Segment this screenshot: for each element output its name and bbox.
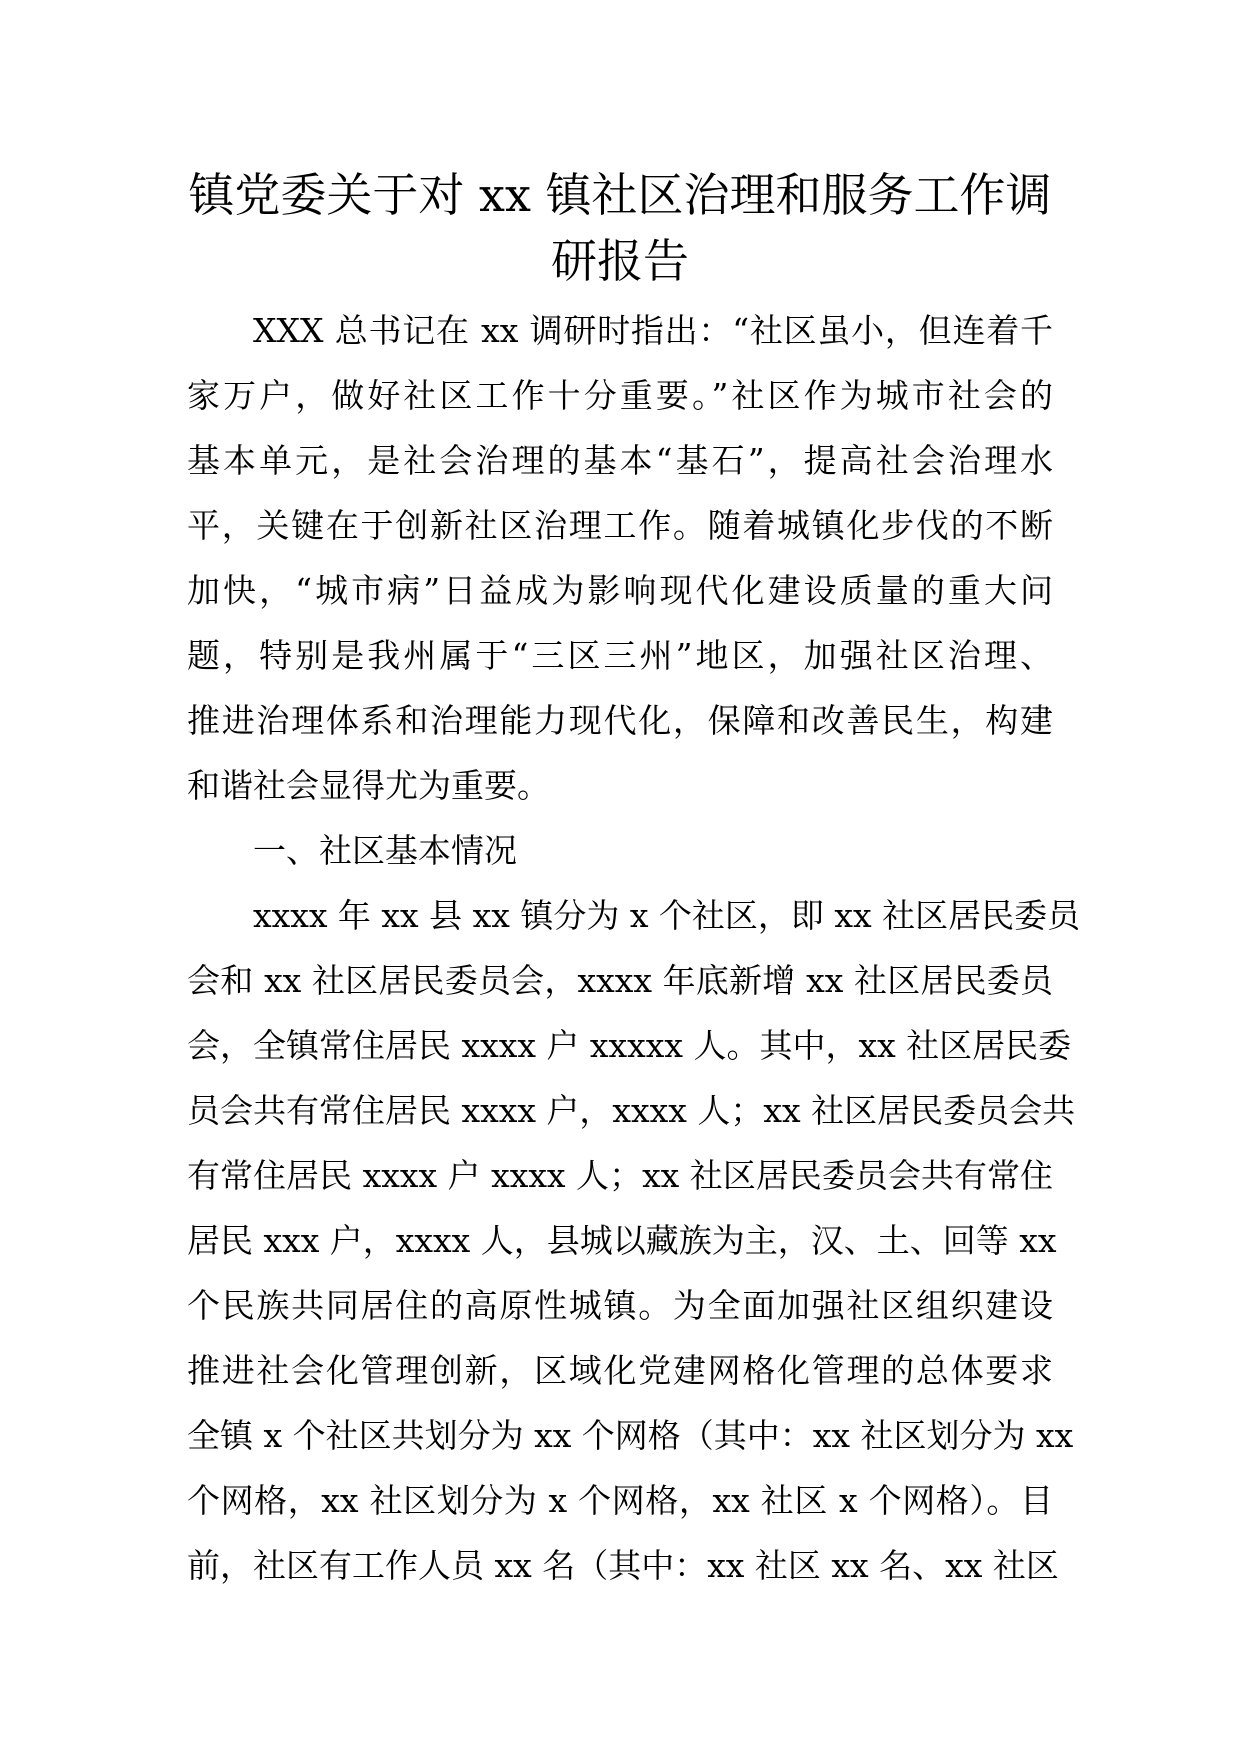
document-body [187, 298, 1081, 1598]
body-line: 会，全镇常住居民 xxxx 户 xxxxx 人。其中，xx 社区居民委 [187, 1026, 1072, 1065]
body-line: 和谐社会显得尤为重要。 [187, 766, 550, 805]
body-line: 推进社会化管理创新，区域化党建网格化管理的总体要求 [187, 1351, 1053, 1390]
body-line: 题，特别是我州属于“三区三州”地区，加强社区治理、 [187, 636, 1053, 675]
title-line-2: 研报告 [551, 234, 689, 288]
body-line: 一、社区基本情况 [253, 831, 517, 870]
body-line: 全镇 x 个社区共划分为 xx 个网格（其中：xx 社区划分为 xx [187, 1416, 1074, 1455]
body-line: 前，社区有工作人员 xx 名（其中：xx 社区 xx 名、xx 社区 [187, 1546, 1059, 1585]
body-line: 员会共有常住居民 xxxx 户，xxxx 人；xx 社区居民委员会共 [187, 1091, 1076, 1130]
body-line: 推进治理体系和治理能力现代化，保障和改善民生，构建 [187, 701, 1053, 740]
body-line: xxxx 年 xx 县 xx 镇分为 x 个社区，即 xx 社区居民委员 [253, 896, 1081, 935]
title-line-1: 镇党委关于对 xx 镇社区治理和服务工作调 [188, 168, 1052, 222]
body-line: 会和 xx 社区居民委员会，xxxx 年底新增 xx 社区居民委员 [187, 961, 1053, 1000]
body-line: 家万户，做好社区工作十分重要。”社区作为城市社会的 [187, 376, 1053, 415]
body-line: 有常住居民 xxxx 户 xxxx 人；xx 社区居民委员会共有常住 [187, 1156, 1053, 1195]
body-line: 基本单元，是社会治理的基本“基石”，提高社会治理水 [187, 441, 1053, 480]
body-line: 加快，“城市病”日益成为影响现代化建设质量的重大问 [187, 571, 1053, 610]
body-line: 居民 xxx 户，xxxx 人，县城以藏族为主，汉、土、回等 xx [187, 1221, 1057, 1260]
document-title [140, 162, 1100, 294]
body-line: XXX 总书记在 xx 调研时指出：“社区虽小，但连着千 [253, 311, 1053, 350]
body-line: 平，关键在于创新社区治理工作。随着城镇化步伐的不断 [187, 506, 1053, 545]
body-line: 个网格，xx 社区划分为 x 个网格，xx 社区 x 个网格）。目 [187, 1481, 1053, 1520]
body-line: 个民族共同居住的高原性城镇。为全面加强社区组织建设 [187, 1286, 1053, 1325]
